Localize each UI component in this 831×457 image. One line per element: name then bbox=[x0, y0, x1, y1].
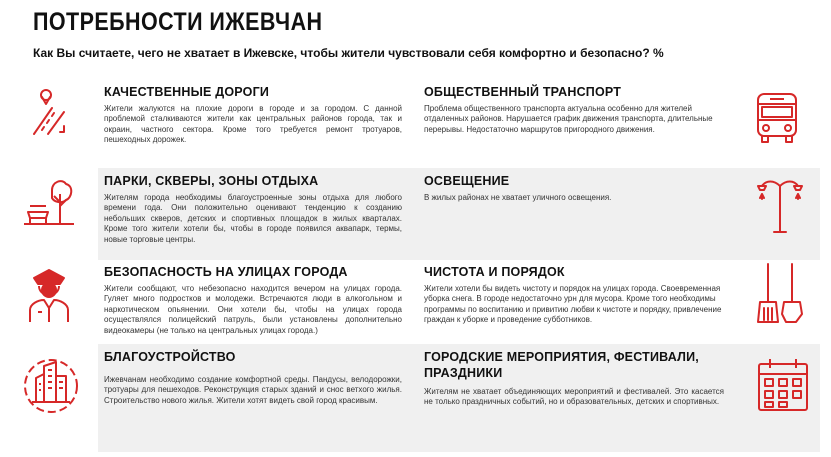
card-events bbox=[424, 349, 724, 449]
bus-icon bbox=[752, 90, 802, 146]
card-roads bbox=[104, 84, 402, 164]
card-title: ОСВЕЩЕНИЕ bbox=[424, 174, 510, 188]
city-gear-icon bbox=[22, 352, 80, 416]
card-transport bbox=[424, 84, 724, 164]
calendar-icon bbox=[756, 356, 810, 414]
card-cleanliness bbox=[424, 264, 724, 344]
card-title: БЕЗОПАСНОСТЬ НА УЛИЦАХ ГОРОДА bbox=[104, 265, 348, 279]
card-text: Ижевчанам необходимо создание комфортной среды. Пандусы, велодорожки, тротуары для пешеходов. Реконструкция старых зданий и снос ветхого жилья. Строительство нового жилья. Жители хотят видеть свой город красивым. bbox=[104, 375, 402, 405]
card-title: ЧИСТОТА И ПОРЯДОК bbox=[424, 265, 565, 279]
streetlight-icon bbox=[752, 176, 808, 234]
card-improvement bbox=[104, 349, 402, 449]
card-safety bbox=[104, 264, 402, 344]
card-text: Жители сообщают, что небезопасно находится вечером на улицах города. Гуляет много подростков и молодежи. Встречаются люди в алкогольном и наркотическом опьянении. Они хотели бы, чтобы на улицах города осуществлялся полицейский патруль, были установлены дополнительно видеокамеры (не только на центральных улицах города.) bbox=[104, 284, 402, 335]
card-text: Жители жалуются на плохие дороги в городе и за городом. С данной проблемой сталкиваются жители как центральных районов города, так и окраин, частного сектора. Кроме того требуется ремонт тротуаров, пешеходных дорожек. bbox=[104, 104, 402, 145]
card-title: КАЧЕСТВЕННЫЕ ДОРОГИ bbox=[104, 85, 270, 99]
page-title: ПОТРЕБНОСТИ ИЖЕВЧАН bbox=[33, 8, 323, 36]
survey-question: Как Вы считаете, чего не хватает в Ижевске, чтобы жители чувствовали себя комфортно и безопасно? % bbox=[33, 46, 664, 60]
card-title: ОБЩЕСТВЕННЫЙ ТРАНСПОРТ bbox=[424, 85, 622, 99]
card-text: Жители хотели бы видеть чистоту и порядок на улицах города. Своевременная уборка снега. В городе недостаточно урн для мусора. Кроме того необходимы программы по воспитанию и привитию любви к чистоте и порядку, привлечение граждан к уборке и проведение субботников. bbox=[424, 284, 722, 325]
card-text: Жителям не хватает объединяющих мероприятий и фестивалей. Это касается не только праздничных событий, но и образовательных, детских и спортивных. bbox=[424, 387, 724, 407]
park-icon bbox=[22, 174, 76, 228]
road-icon bbox=[26, 86, 68, 136]
card-text: В жилых районах не хватает уличного освещения. bbox=[424, 193, 612, 202]
card-text: Жителям города необходимы благоустроенные зоны отдыха для любого времени года. Они положительно оценивают тенденцию к созданию небольших скверов, детских и спортивных площадок в жилых кварталах. Кроме того жители хотели бы, чтобы в городе появился аквапарк, термы, новые торговые центры. bbox=[104, 193, 402, 244]
cleaning-tools-icon bbox=[756, 262, 806, 326]
card-parks bbox=[104, 173, 402, 259]
card-title: ПАРКИ, СКВЕРЫ, ЗОНЫ ОТДЫХА bbox=[104, 174, 319, 188]
card-title: ГОРОДСКИЕ МЕРОПРИЯТИЯ, ФЕСТИВАЛИ, ПРАЗДНИКИ bbox=[424, 350, 699, 380]
card-lighting bbox=[424, 173, 724, 233]
police-officer-icon bbox=[24, 266, 74, 324]
card-text: Проблема общественного транспорта актуальна особенно для жителей отдаленных районов. Нарушается график движения транспорта, длительные перерывы. Недостаточно маршрутов пригородного движения. bbox=[424, 104, 713, 134]
card-title: БЛАГОУСТРОЙСТВО bbox=[104, 350, 236, 364]
